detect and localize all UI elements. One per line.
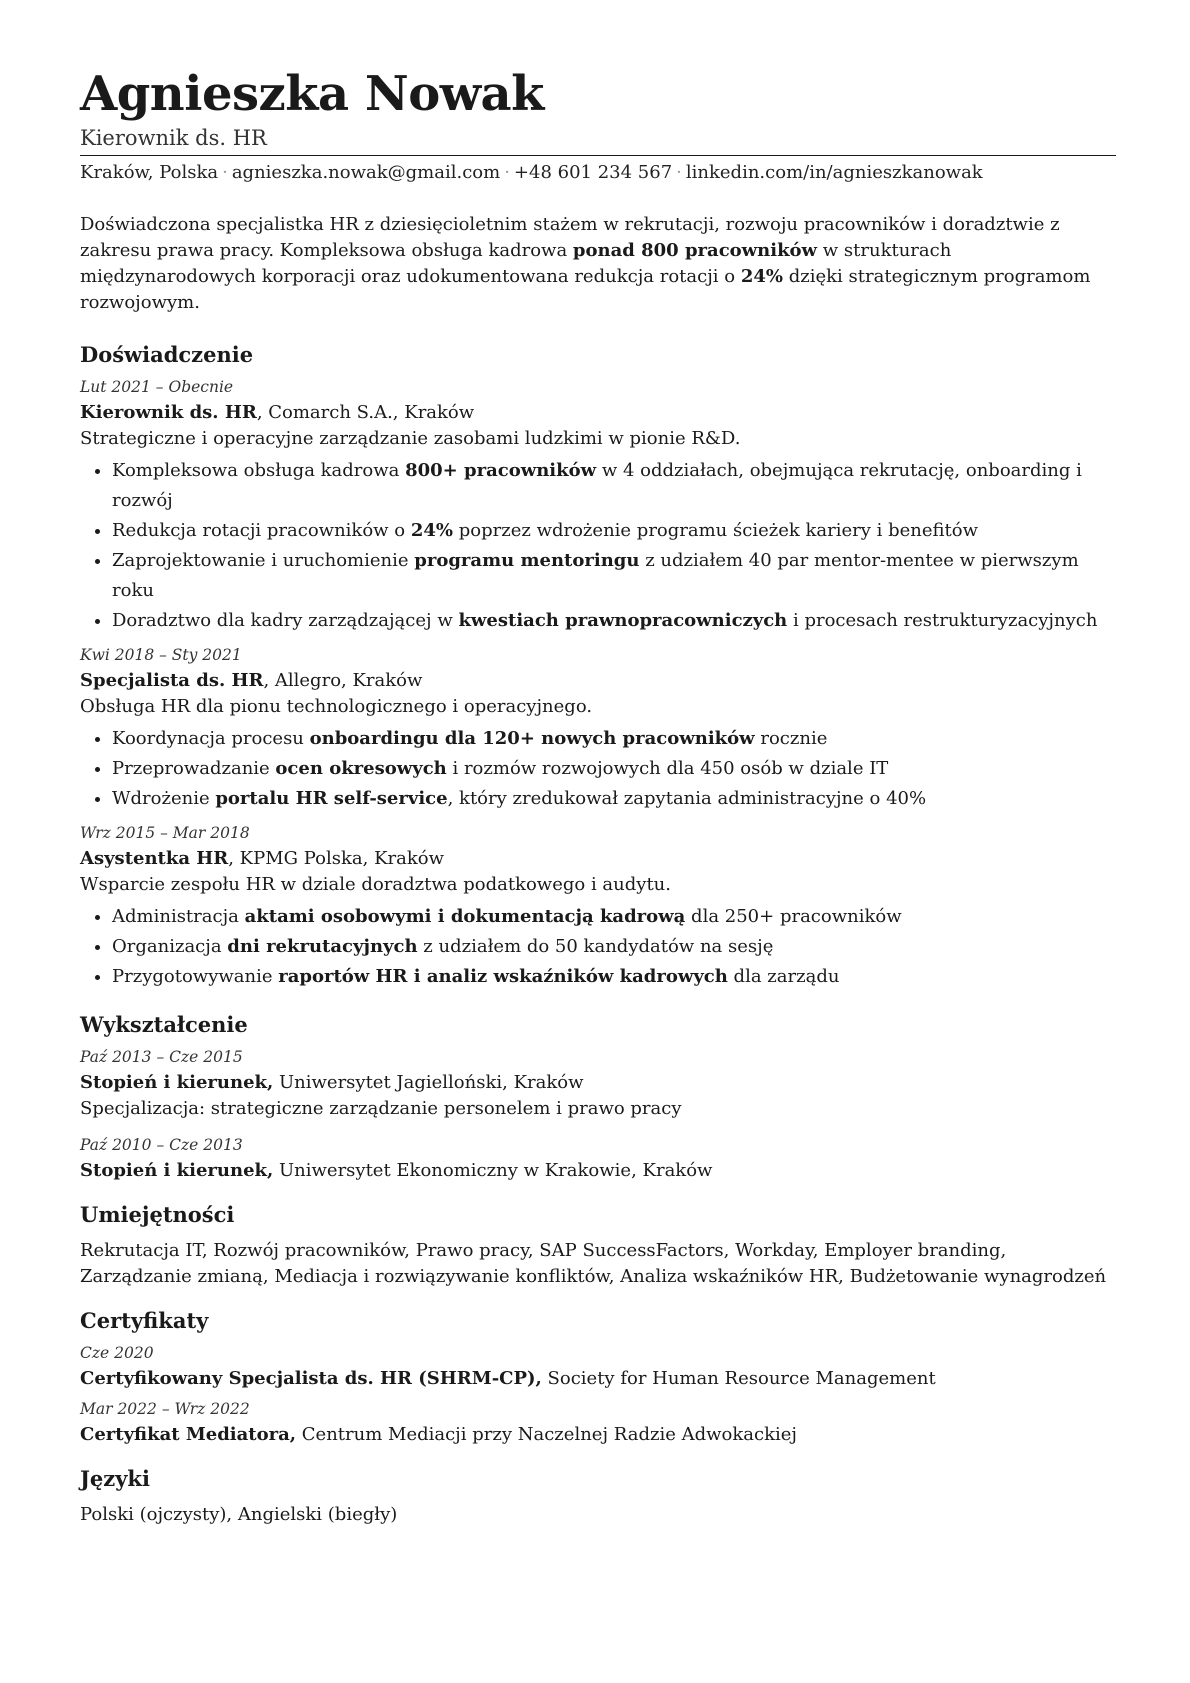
bullet-item: • Organizacja dni rekrutacyjnych z udziałem do 50 kandydatów na sesję: [112, 932, 1116, 962]
job-bullets: [80, 456, 1116, 636]
certificate-issuer: Centrum Mediacji przy Naczelnej Radzie Adwokackiej: [296, 1424, 797, 1445]
summary: [80, 212, 1116, 316]
contact-separator: ·: [676, 162, 682, 183]
job-date: Wrz 2015 – Mar 2018: [80, 824, 250, 842]
resume-page: [80, 66, 1116, 1528]
job-title: Kierownik ds. HR: [80, 126, 267, 150]
certificate-issuer: Society for Human Resource Management: [541, 1368, 936, 1389]
certificate-name: Certyfikowany Specjalista ds. HR (SHRM-CP),: [80, 1368, 542, 1389]
job-role: Asystentka HR: [80, 848, 229, 869]
bullet-item: • Przeprowadzanie ocen okresowych i rozmów rozwojowych dla 450 osób w dziale IT: [112, 754, 1116, 784]
certificate-heading: [80, 1366, 1116, 1392]
summary-text: w strukturach międzynarodowych korporacji oraz udokumentowana redukcja rotacji o: [80, 240, 952, 287]
summary-highlight: 24%: [740, 266, 783, 287]
bullet-item: • Kompleksowa obsługa kadrowa 800+ pracowników w 4 oddziałach, obejmująca rekrutację, onboarding i rozwój: [112, 456, 1116, 516]
languages-list: Polski (ojczysty), Angielski (biegły): [80, 1504, 398, 1525]
education-entry: [80, 1134, 1116, 1184]
certificate-name: Certyfikat Mediatora,: [80, 1424, 297, 1445]
job-description: Obsługa HR dla pionu technologicznego i operacyjnego.: [80, 696, 593, 717]
header-divider: [80, 155, 1116, 156]
contact-phone[interactable]: +48 601 234 567: [513, 162, 673, 183]
bullet-item: • Koordynacja procesu onboardingu dla 120+ nowych pracowników rocznie: [112, 724, 1116, 754]
certificate-entry: [80, 1342, 1116, 1392]
education-degree: Stopień i kierunek,: [80, 1072, 274, 1093]
section-heading-skills: Umiejętności: [80, 1202, 235, 1227]
candidate-name: Agnieszka Nowak: [80, 66, 544, 122]
job-date: Kwi 2018 – Sty 2021: [80, 646, 242, 664]
education-date: Paź 2013 – Cze 2015: [80, 1048, 243, 1066]
section-heading-languages: Języki: [80, 1466, 150, 1491]
education-note: Specjalizacja: strategiczne zarządzanie personelem i prawo pracy: [80, 1098, 682, 1119]
education-heading: [80, 1070, 1116, 1096]
job-date: Lut 2021 – Obecnie: [80, 378, 234, 396]
job-company: , Allegro, Kraków: [263, 670, 423, 691]
bullet-item: • Administracja aktami osobowymi i dokumentacją kadrową dla 250+ pracowników: [112, 902, 1116, 932]
job-bullets: [80, 902, 1116, 992]
contact-location: Kraków, Polska: [80, 162, 219, 183]
education-date: Paź 2010 – Cze 2013: [80, 1136, 243, 1154]
contact-linkedin[interactable]: linkedin.com/in/agnieszkanowak: [685, 162, 983, 183]
education-school: Uniwersytet Ekonomiczny w Krakowie, Kraków: [273, 1160, 713, 1181]
certificate-date: Mar 2022 – Wrz 2022: [80, 1400, 250, 1418]
contact-line: [80, 160, 1116, 186]
certificate-entry: [80, 1398, 1116, 1448]
section-heading-education: Wykształcenie: [80, 1012, 248, 1037]
job-heading: [80, 846, 1116, 872]
job-entry: [80, 822, 1116, 992]
job-description: Wsparcie zespołu HR w dziale doradztwa podatkowego i audytu.: [80, 874, 671, 895]
job-company: , KPMG Polska, Kraków: [228, 848, 444, 869]
bullet-item: • Zaprojektowanie i uruchomienie programu mentoringu z udziałem 40 par mentor-mentee w pierwszym roku: [112, 546, 1116, 606]
bullet-item: • Przygotowywanie raportów HR i analiz wskaźników kadrowych dla zarządu: [112, 962, 1116, 992]
summary-text: dzięki strategicznym programom rozwojowym.: [80, 266, 1091, 313]
job-heading: [80, 668, 1116, 694]
job-bullets: [80, 724, 1116, 814]
certificate-date: Cze 2020: [80, 1344, 154, 1362]
job-role: Specjalista ds. HR: [80, 670, 264, 691]
section-heading-certificates: Certyfikaty: [80, 1308, 209, 1333]
job-role: Kierownik ds. HR: [80, 402, 257, 423]
section-heading-experience: Doświadczenie: [80, 342, 254, 367]
contact-email[interactable]: agnieszka.nowak@gmail.com: [231, 162, 501, 183]
contact-separator: ·: [504, 162, 510, 183]
job-description: Strategiczne i operacyjne zarządzanie zasobami ludzkimi w pionie R&D.: [80, 428, 741, 449]
job-entry: [80, 644, 1116, 814]
certificate-heading: [80, 1422, 1116, 1448]
education-entry: [80, 1046, 1116, 1122]
bullet-item: • Wdrożenie portalu HR self-service, który zredukował zapytania administracyjne o 40%: [112, 784, 1116, 814]
contact-separator: ·: [222, 162, 228, 183]
job-heading: [80, 400, 1116, 426]
education-heading: [80, 1158, 1116, 1184]
bullet-item: • Redukcja rotacji pracowników o 24% poprzez wdrożenie programu ścieżek kariery i benefitów: [112, 516, 1116, 546]
job-entry: [80, 376, 1116, 636]
skills-list: Rekrutacja IT, Rozwój pracowników, Prawo pracy, SAP SuccessFactors, Workday, Employer branding, Zarządzanie zmianą, Mediacja i rozwiązywanie konfliktów, Analiza wskaźników HR, Budżetowanie wynagrodzeń: [80, 1240, 1107, 1287]
job-company: , Comarch S.A., Kraków: [256, 402, 475, 423]
summary-text: Doświadczona specjalistka HR z dziesięcioletnim stażem w rekrutacji, rozwoju pracowników i doradztwie z zakresu prawa pracy. Kompleksowa obsługa kadrowa: [80, 214, 1060, 261]
summary-highlight: ponad 800 pracowników: [572, 240, 818, 261]
bullet-item: • Doradztwo dla kadry zarządzającej w kwestiach prawnopracowniczych i procesach restrukturyzacyjnych: [112, 606, 1116, 636]
education-degree: Stopień i kierunek,: [80, 1160, 274, 1181]
education-school: Uniwersytet Jagielloński, Kraków: [273, 1072, 584, 1093]
